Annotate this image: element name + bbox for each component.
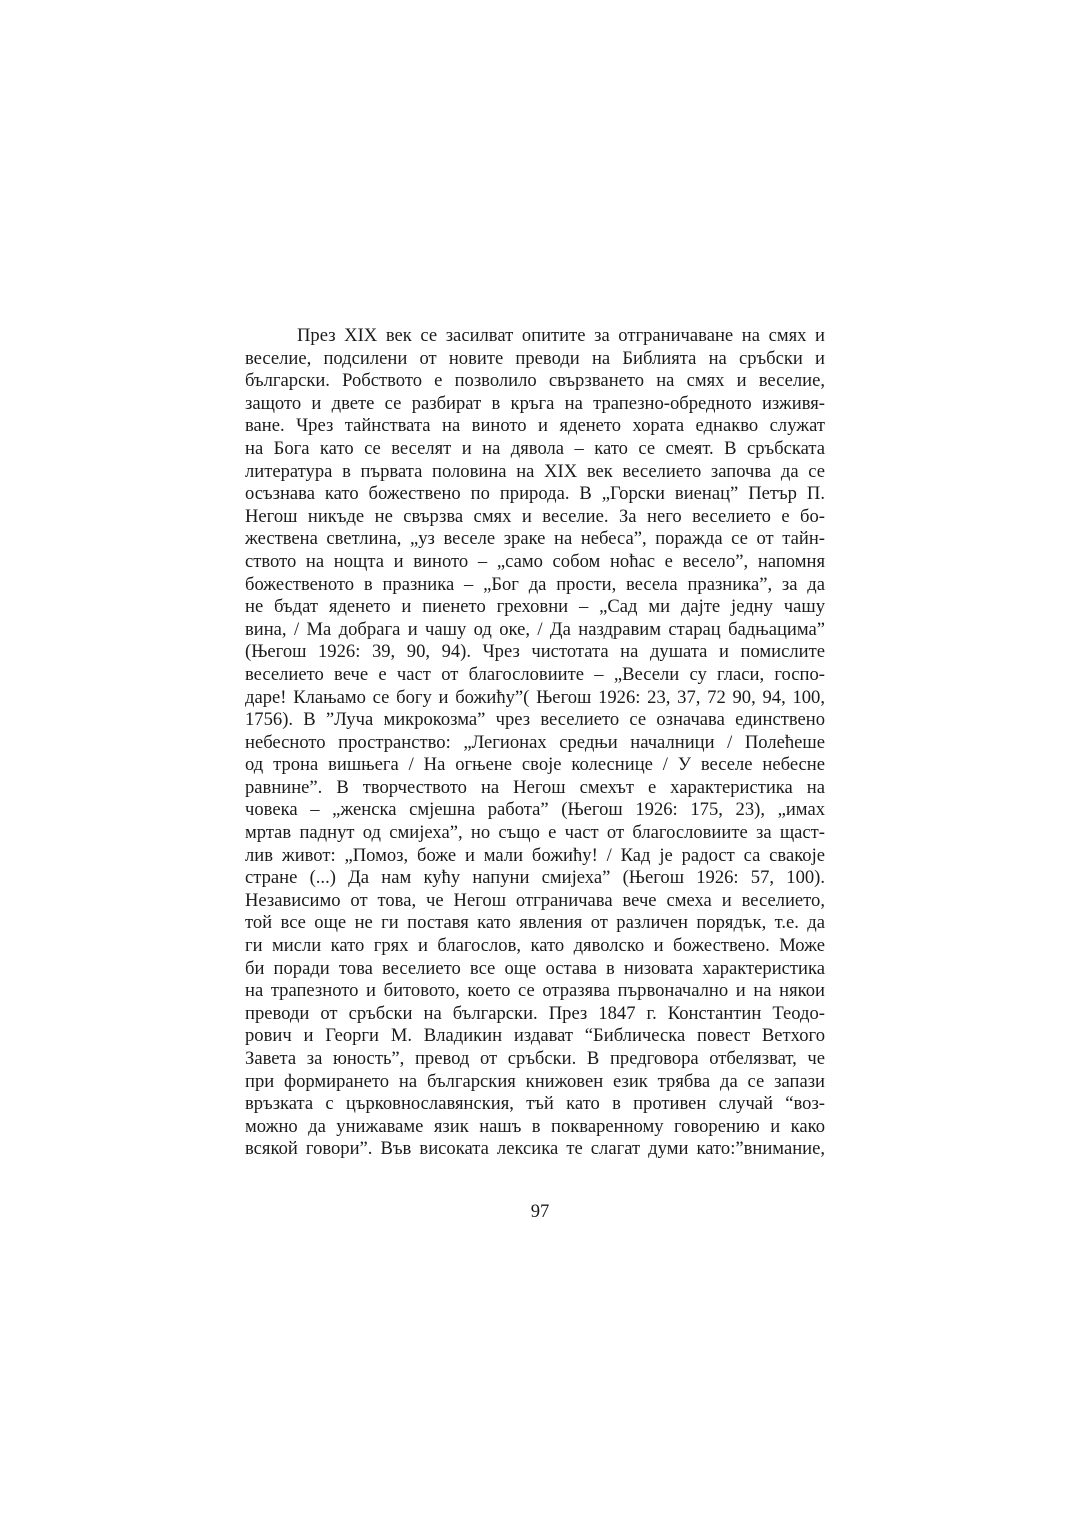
text-line: (Његош 1926: 39, 90, 94). Чрез чистотата на душата и помислите	[245, 641, 825, 663]
text-line: рович и Георги М. Владикин издават “Библическа повест Ветхого	[245, 1025, 825, 1047]
body-paragraph	[245, 325, 825, 1161]
text-line: той все още не ги поставя като явления от различен порядък, т.е. да	[245, 912, 825, 934]
text-line: ване. Чрез тайнствата на виното и яденето хората еднакво служат	[245, 415, 825, 437]
text-line: ството на нощта и виното – „само собом ноћас е весело”, напомня	[245, 550, 825, 572]
text-line: мртав паднут од смијеха”, но също е част от благословиите за щаст-	[245, 822, 825, 844]
page-number: 97	[530, 1201, 550, 1222]
text-line: През XIX век се засилват опитите за отграничаване на смях и	[297, 325, 825, 346]
text-line: Негош никъде не свързва смях и веселие. За него веселието е бо-	[245, 505, 825, 527]
text-line: небесното пространство: „Легионах средњи началници / Полећеше	[245, 731, 825, 753]
text-line: всякой говори”. Във високата лексика те слагат думи като:”внимание,	[245, 1138, 825, 1160]
text-line: не бъдат яденето и пиенето греховни – „Сад ми дајте једну чашу	[245, 596, 825, 618]
text-line: би поради това веселието все още остава в низовата характеристика	[245, 957, 825, 979]
text-line: веселие, подсилени от новите преводи на Библията на сръбски и	[245, 347, 825, 369]
text-line: божественото в празника – „Бог да прости, весела празника”, за да	[245, 573, 825, 595]
text-line: преводи от сръбски на български. През 1847 г. Константин Теодо-	[245, 1002, 825, 1024]
text-line: литература в първата половина на XIX век веселието започва да се	[245, 460, 825, 482]
text-line: ги мисли като грях и благослов, като дяволско и божествено. Може	[245, 935, 825, 957]
text-line: 1756). В ”Луча микрокозма” чрез веселието се означава единствено	[245, 709, 825, 731]
text-line: защото и двете се разбират в кръга на трапезно-обредното изживя-	[245, 392, 825, 414]
text-line: Независимо от това, че Негош отграничава вече смеха и веселието,	[245, 889, 825, 911]
text-line: на Бога като се веселят и на дявола – като се смеят. В сръбската	[245, 437, 825, 459]
text-line: Завета за юность”, превод от сръбски. В предговора отбелязват, че	[245, 1048, 825, 1069]
text-line: осъзнава като божествено по природа. В „Горски виенац” Петър П.	[245, 483, 825, 505]
text-line: връзката с църковнославянския, тъй като в противен случай “воз-	[245, 1093, 825, 1115]
text-line: жествена светлина, „уз веселе зраке на небеса”, поражда се от тайн-	[245, 528, 825, 550]
text-line: даре! Клањамо се богу и божићу”( Његош 1926: 23, 37, 72 90, 94, 100,	[245, 686, 825, 708]
text-line: лив живот: „Помоз, боже и мали божићу! / Кад је радост са свакоје	[245, 844, 825, 866]
text-line: равнине”. В творчеството на Негош смехът е характеристика на	[245, 776, 825, 798]
text-line: човека – „женска смјешна работа” (Његош 1926: 175, 23), „имах	[245, 799, 825, 821]
text-line: вина, / Ма добрага и чашу од оке, / Да наздравим старац бадњацима”	[245, 618, 825, 640]
text-line: на трапезното и битовото, което се отразява първоначално и на някои	[245, 980, 825, 1002]
text-line: веселието вече е част от благословиите – „Весели су гласи, госпо-	[245, 663, 825, 685]
text-line: од трона вишњега / На огњене своје колеснице / У веселе небесне	[245, 754, 825, 776]
text-line: български. Робството е позволило свързването на смях и веселие,	[245, 370, 825, 392]
text-line: при формирането на българския книжовен език трябва да се запази	[245, 1070, 825, 1092]
text-line: можно да унижаваме язик нашъ в покваренному говорению и како	[245, 1115, 825, 1137]
text-line: стране (...) Да нам кућу напуни смијеха” (Његош 1926: 57, 100).	[245, 867, 825, 889]
